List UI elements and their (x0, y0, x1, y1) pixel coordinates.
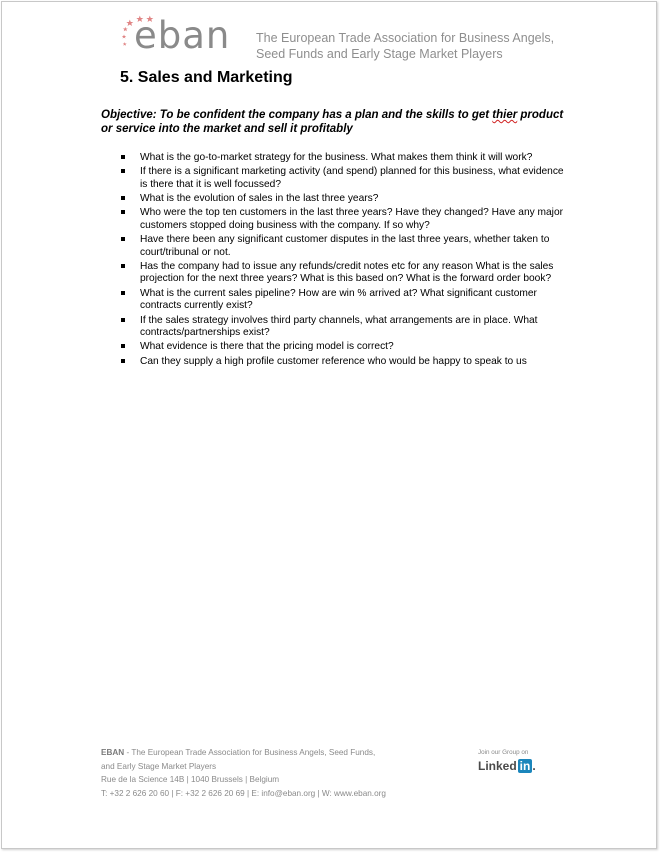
objective-before: Objective: To be confident the company has a plan and the skills to get (101, 109, 493, 121)
linkedin-logo (478, 759, 548, 773)
linkedin-wordmark: Linked (478, 759, 517, 773)
section-title: 5. Sales and Marketing (120, 69, 293, 86)
footer-line-1 (101, 746, 431, 760)
objective-after: product or service into the market and sell it profitably (101, 109, 564, 135)
list-item: Who were the top ten customers in the last three years? Have they changed? Have any major customers stopped doing business with the company. If so why? (120, 207, 570, 232)
list-item: Can they supply a high profile customer reference who would be happy to speak to us (120, 356, 570, 369)
linkedin-in-icon: in (519, 759, 531, 773)
tagline-line-2: Seed Funds and Early Stage Market Players (256, 47, 503, 61)
list-item: If there is a significant marketing activity (and spend) planned for this business, what evidence is there that it is well focussed? (120, 166, 570, 191)
list-item: What is the current sales pipeline? How are win % arrived at? What significant customer contracts currently exist? (120, 288, 570, 313)
list-item: What is the evolution of sales in the last three years? (120, 193, 570, 206)
eban-logo (122, 12, 247, 64)
linkedin-join-text: Join our Group on (478, 749, 529, 756)
linkedin-badge[interactable] (478, 749, 548, 773)
footer-org-short: EBAN (101, 748, 125, 757)
linkedin-dot: . (532, 759, 536, 773)
logo-wordmark: eban (134, 14, 231, 57)
question-list (120, 152, 570, 370)
tagline-line-1: The European Trade Association for Business Angels, (256, 31, 555, 45)
page-footer (101, 746, 431, 800)
list-item: What evidence is there that the pricing model is correct? (120, 341, 570, 354)
footer-address: Rue de la Science 14B | 1040 Brussels | Belgium (101, 775, 280, 784)
list-item: If the sales strategy involves third party channels, what arrangements are in place. What contracts/partnerships exist? (120, 315, 570, 340)
footer-line-2: and Early Stage Market Players (101, 761, 217, 771)
list-item: Have there been any significant customer disputes in the last three years, whether taken to court/tribunal or not. (120, 234, 570, 259)
footer-org-long: - The European Trade Association for Business Angels, Seed Funds, (124, 748, 376, 757)
spellcheck-flagged-word: thier (492, 109, 518, 121)
list-item: Has the company had to issue any refunds/credit notes etc for any reason What is the sales projection for the next three years? What is this based on? What is the forward order book? (120, 261, 570, 286)
document-page (1, 1, 657, 849)
header-tagline (256, 30, 556, 62)
footer-contact: T: +32 2 626 20 60 | F: +32 2 626 20 69 | E: info@eban.org | W: www.eban.org (101, 788, 386, 798)
list-item: What is the go-to-market strategy for the business. What makes them think it will work? (120, 152, 570, 165)
objective-text (101, 108, 571, 136)
